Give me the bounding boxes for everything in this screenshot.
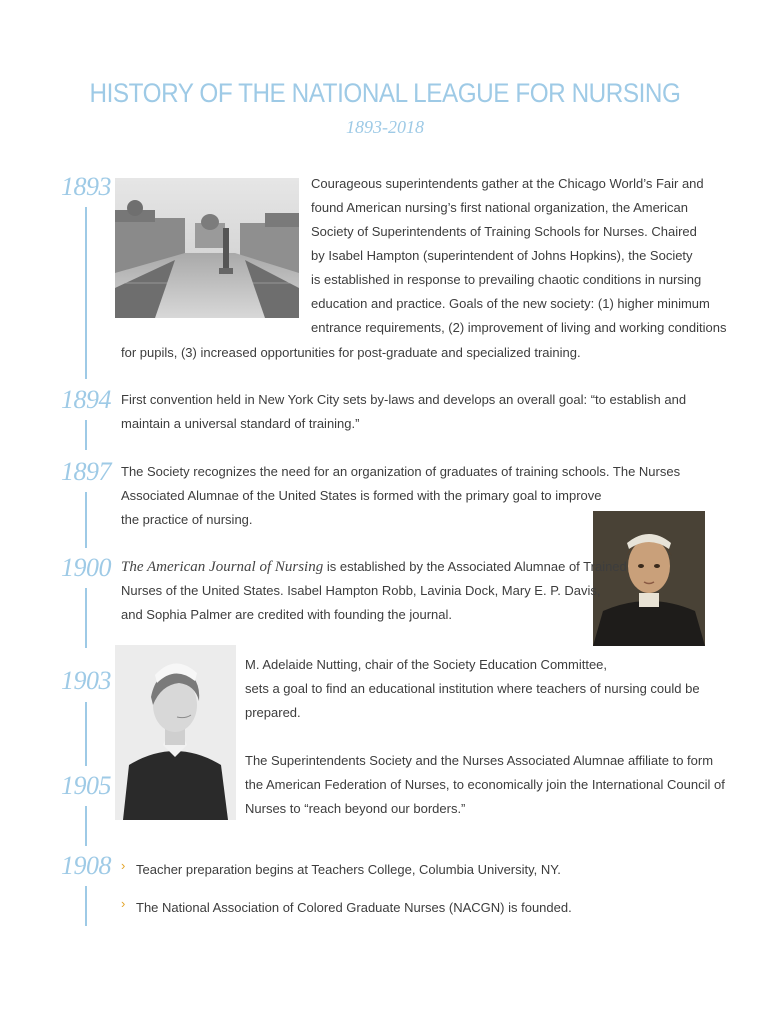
timeline-segment: [85, 588, 87, 648]
timeline-segment: [85, 806, 87, 846]
year-1903: 1903: [61, 666, 111, 695]
year-1900: 1900: [61, 553, 111, 582]
worlds-fair-photo: [115, 178, 299, 318]
year-1905: 1905: [61, 771, 111, 800]
year-1897: 1897: [61, 457, 111, 486]
entry-1893-text: Courageous superintendents gather at the Chicago World’s Fair and found American nursing’s first national organization, the American Society of Superintendents of Training Schools for Nurses. Chaired by Isabel Hampton (superintendent of Johns Hopkins), the Society is established in response to prevailing chaotic conditions in nursing education and practice. Goals of the new society: (1) higher minimum entrance requirements, (2) improvement of living and working conditions: [311, 176, 727, 335]
entry-1893-text-last: for pupils, (3) increased opportunities for post-graduate and specialized training.: [121, 345, 581, 360]
entry-1903-text: M. Adelaide Nutting, chair of the Society Education Committee, sets a goal to find an educational institution where teachers of nursing could be prepared.: [245, 657, 700, 720]
entry-1900-text: The American Journal of Nursing is established by the Associated Alumnae of Trained Nurses of the United States. Isabel Hampton Robb, Lavinia Dock, Mary E. P. Davis, and Sophia Palmer are credited with founding the journal.: [121, 559, 627, 622]
page-title: HISTORY OF THE NATIONAL LEAGUE FOR NURSING: [89, 78, 681, 108]
year-1894: 1894: [61, 385, 111, 414]
adelaide-nutting-photo: [115, 645, 236, 820]
timeline-segment: [85, 492, 87, 548]
year-1893: 1893: [61, 172, 111, 201]
journal-title: The American Journal of Nursing: [121, 559, 324, 575]
entry-1908-item: Teacher preparation begins at Teachers College, Columbia University, NY.: [136, 862, 561, 877]
timeline-segment: [85, 702, 87, 766]
entry-1894-text: First convention held in New York City sets by-laws and develops an overall goal: “to establish and maintain a universal standard of training.”: [121, 392, 687, 431]
entry-1905-text: The Superintendents Society and the Nurses Associated Alumnae affiliate to form the American Federation of Nurses, to economically join the International Council of Nurses to “reach beyond our borders.”: [245, 753, 725, 816]
year-1908: 1908: [61, 851, 111, 880]
timeline-segment: [85, 207, 87, 379]
timeline-segment: [85, 420, 87, 450]
page-subtitle: 1893-2018: [346, 117, 424, 137]
entry-1897-text: The Society recognizes the need for an organization of graduates of training schools. The Nurses Associated Alumnae of the United States is formed with the primary goal to improve the practice of nursing.: [121, 464, 681, 527]
bullet-icon: ›: [121, 896, 126, 911]
timeline-segment: [85, 886, 87, 926]
entry-1908-item: The National Association of Colored Graduate Nurses (NACGN) is founded.: [136, 900, 572, 915]
bullet-icon: ›: [121, 858, 126, 873]
